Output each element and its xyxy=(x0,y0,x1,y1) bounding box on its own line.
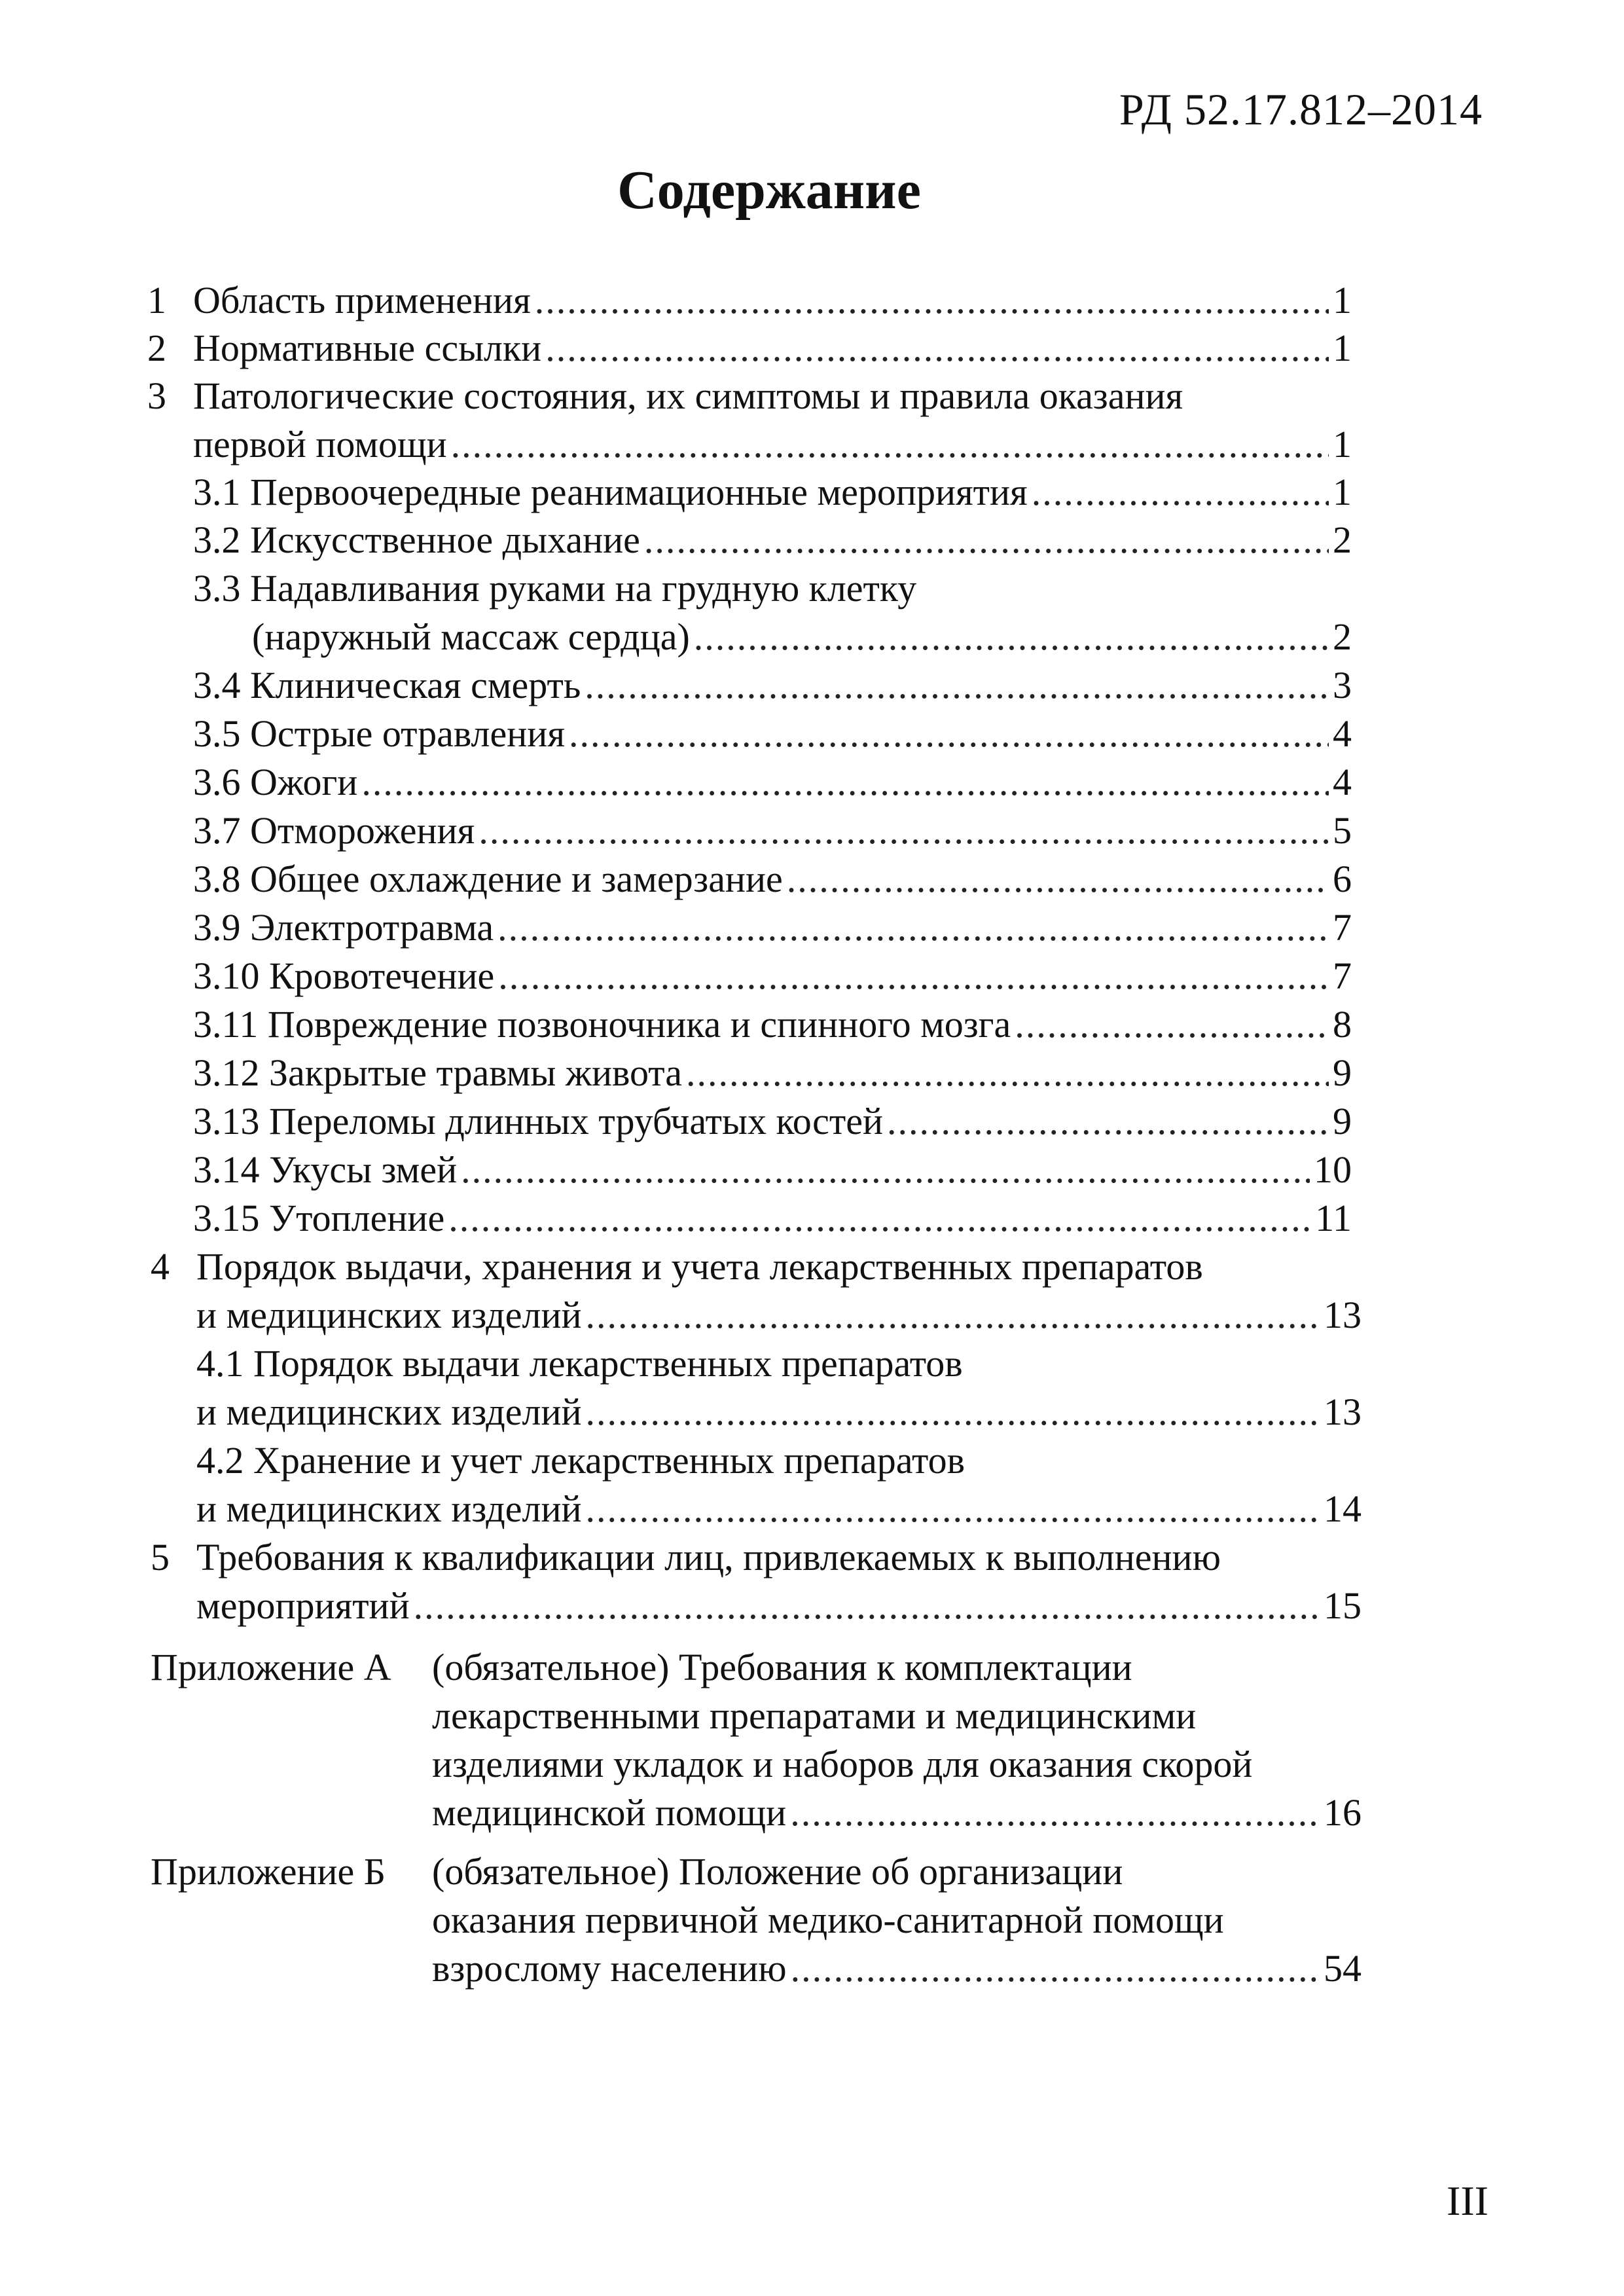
toc-page-number: 54 xyxy=(1324,1947,1362,1990)
dot-leader xyxy=(586,1390,1320,1434)
dot-leader xyxy=(585,663,1329,707)
toc-entry[interactable] xyxy=(252,615,1352,663)
toc-entry[interactable] xyxy=(151,1850,1316,1898)
dot-leader xyxy=(694,615,1329,659)
toc-entry-title: первой помощи xyxy=(193,423,447,465)
toc-entry[interactable] xyxy=(193,760,1352,809)
toc-page-number: 10 xyxy=(1314,1148,1352,1191)
dot-leader xyxy=(569,712,1329,756)
toc-entry-title: 3.8 Общее охлаждение и замерзание xyxy=(193,858,783,900)
dot-leader xyxy=(478,809,1329,852)
toc-entry-title: 3.14 Укусы змей xyxy=(193,1148,458,1191)
toc-entry[interactable] xyxy=(193,566,1276,615)
toc-entry-title: и медицинских изделий xyxy=(196,1391,582,1433)
toc-entry[interactable] xyxy=(432,1898,1362,1946)
toc-entry-title: Патологические состояния, их симптомы и правила оказания xyxy=(193,374,1183,417)
toc-entry-title: 3.5 Острые отравления xyxy=(193,712,565,755)
toc-entry[interactable] xyxy=(196,1487,1362,1535)
toc-entry-title: 3.11 Повреждение позвоночника и спинного мозга xyxy=(193,1003,1011,1046)
toc-page-number: 4 xyxy=(1333,712,1352,755)
toc-page-number: 9 xyxy=(1333,1100,1352,1142)
toc-entry[interactable] xyxy=(193,1051,1352,1099)
toc-page-number: 3 xyxy=(1333,664,1352,706)
dot-leader xyxy=(787,857,1329,901)
toc-entry-title: (обязательное) Положение об организации xyxy=(432,1850,1123,1893)
toc-page-number: 7 xyxy=(1333,906,1352,949)
toc-page-number: 13 xyxy=(1324,1294,1362,1336)
toc-entry[interactable] xyxy=(432,1791,1362,1839)
toc-entry[interactable] xyxy=(151,1535,1316,1584)
toc-entry-title: 3.10 Кровотечение xyxy=(193,955,495,997)
dot-leader xyxy=(1015,1002,1329,1046)
toc-entry-title: Порядок выдачи, хранения и учета лекарственных препаратов xyxy=(196,1245,1203,1288)
toc-entry-title: лекарственными препаратами и медицинскими xyxy=(432,1694,1197,1737)
toc-entry[interactable] xyxy=(196,1438,1276,1487)
toc-entry[interactable] xyxy=(193,954,1352,1002)
dot-leader xyxy=(887,1099,1329,1143)
toc-entry-title: 3.9 Электротравма xyxy=(193,906,494,949)
toc-entry-title: 3.2 Искусственное дыхание xyxy=(193,519,640,561)
dot-leader xyxy=(497,905,1329,949)
section-number: 3 xyxy=(147,374,166,417)
toc-entry-title: медицинской помощи xyxy=(432,1791,787,1834)
dot-leader xyxy=(461,1148,1310,1192)
toc-page-number: 7 xyxy=(1333,955,1352,997)
dot-leader xyxy=(361,760,1329,804)
toc-entry-title: 3.3 Надавливания руками на грудную клетку xyxy=(193,567,917,610)
toc-entry-title: 3.4 Клиническая смерть xyxy=(193,664,581,706)
toc-page-number: 4 xyxy=(1333,761,1352,803)
toc-page-number: 16 xyxy=(1324,1791,1362,1834)
toc-entry[interactable] xyxy=(193,712,1352,760)
toc-page-number: 1 xyxy=(1333,327,1352,369)
dot-leader xyxy=(545,326,1329,370)
toc-entry-title: 4.1 Порядок выдачи лекарственных препаратов xyxy=(196,1342,963,1385)
toc-entry[interactable] xyxy=(193,1099,1352,1148)
toc-entry[interactable] xyxy=(151,1645,1316,1694)
appendix-label: Приложение А xyxy=(151,1646,391,1688)
dot-leader xyxy=(686,1051,1329,1095)
toc-page-number: 8 xyxy=(1333,1003,1352,1046)
toc-entry[interactable] xyxy=(193,809,1352,857)
toc-entry[interactable] xyxy=(432,1694,1362,1742)
dot-leader xyxy=(644,518,1329,562)
toc-entry-title: (наружный массаж сердца) xyxy=(252,615,690,658)
toc-entry[interactable] xyxy=(193,905,1352,954)
section-number: 4 xyxy=(151,1245,170,1288)
page-title: Содержание xyxy=(617,160,921,221)
toc-page-number: 11 xyxy=(1315,1197,1352,1239)
dot-leader xyxy=(790,1791,1320,1834)
toc-entry[interactable] xyxy=(193,1002,1352,1051)
toc-entry[interactable] xyxy=(432,1742,1362,1791)
toc-entry[interactable] xyxy=(193,1196,1352,1245)
toc-entry-title: Область применения xyxy=(193,279,531,321)
toc-entry[interactable] xyxy=(147,374,1276,422)
toc-entry[interactable] xyxy=(193,663,1352,712)
toc-entry-title: (обязательное) Требования к комплектации xyxy=(432,1646,1132,1688)
toc-page-number: 2 xyxy=(1333,519,1352,561)
toc-entry[interactable] xyxy=(193,422,1352,471)
section-number: 1 xyxy=(147,279,166,321)
toc-entry[interactable] xyxy=(193,518,1352,566)
toc-entry[interactable] xyxy=(196,1293,1362,1341)
toc-entry-title: 3.6 Ожоги xyxy=(193,761,358,803)
toc-entry-title: 3.13 Переломы длинных трубчатых костей xyxy=(193,1100,884,1142)
section-number: 2 xyxy=(147,327,166,369)
toc-entry[interactable] xyxy=(193,1148,1352,1196)
toc-entry[interactable] xyxy=(432,1946,1362,1995)
toc-page-number: 1 xyxy=(1333,279,1352,321)
dot-leader xyxy=(1032,470,1329,514)
toc-entry-title: взрослому населению xyxy=(432,1947,787,1990)
toc-page-number: 9 xyxy=(1333,1051,1352,1094)
toc-entry-title: 4.2 Хранение и учет лекарственных препаратов xyxy=(196,1439,965,1482)
section-number: 5 xyxy=(151,1536,170,1578)
toc-entry[interactable] xyxy=(151,1245,1276,1293)
toc-entry-title: Требования к квалификации лиц, привлекаемых к выполнению xyxy=(196,1536,1221,1578)
toc-page-number: 5 xyxy=(1333,809,1352,852)
toc-entry[interactable] xyxy=(196,1390,1362,1438)
toc-entry-title: 3.15 Утопление xyxy=(193,1197,445,1239)
toc-entry-title: мероприятий xyxy=(196,1584,410,1627)
document-code: РД 52.17.812–2014 xyxy=(1119,84,1483,134)
toc-entry-title: 3.12 Закрытые травмы живота xyxy=(193,1051,683,1094)
toc-entry-title: 3.1 Первоочередные реанимационные мероприятия xyxy=(193,471,1028,513)
toc-page-number: 15 xyxy=(1324,1584,1362,1627)
toc-entry[interactable] xyxy=(147,278,1352,327)
dot-leader xyxy=(535,278,1329,322)
dot-leader xyxy=(448,1196,1311,1240)
dot-leader xyxy=(586,1487,1320,1531)
toc-entry-title: изделиями укладок и наборов для оказания скорой xyxy=(432,1743,1253,1785)
toc-entry-title: Нормативные ссылки xyxy=(193,327,542,369)
dot-leader xyxy=(414,1584,1320,1628)
page-number: III xyxy=(1447,2178,1489,2224)
toc-entry[interactable] xyxy=(193,857,1352,905)
dot-leader xyxy=(586,1293,1320,1337)
toc-entry[interactable] xyxy=(193,470,1352,519)
dot-leader xyxy=(498,954,1329,998)
toc-page-number: 14 xyxy=(1324,1487,1362,1530)
toc-entry-title: оказания первичной медико-санитарной помощи xyxy=(432,1899,1224,1941)
toc-page-number: 1 xyxy=(1333,471,1352,513)
toc-page-number: 1 xyxy=(1333,423,1352,465)
toc-entry[interactable] xyxy=(196,1584,1362,1632)
toc-page-number: 13 xyxy=(1324,1391,1362,1433)
toc-page-number: 6 xyxy=(1333,858,1352,900)
toc-entry-title: 3.7 Отморожения xyxy=(193,809,475,852)
toc-page-number: 2 xyxy=(1333,615,1352,658)
toc-entry[interactable] xyxy=(196,1341,1276,1390)
appendix-label: Приложение Б xyxy=(151,1850,386,1893)
toc-entry-title: и медицинских изделий xyxy=(196,1487,582,1530)
toc-entry[interactable] xyxy=(147,326,1352,374)
toc-entry-title: и медицинских изделий xyxy=(196,1294,582,1336)
dot-leader xyxy=(451,422,1329,466)
dot-leader xyxy=(791,1946,1320,1990)
